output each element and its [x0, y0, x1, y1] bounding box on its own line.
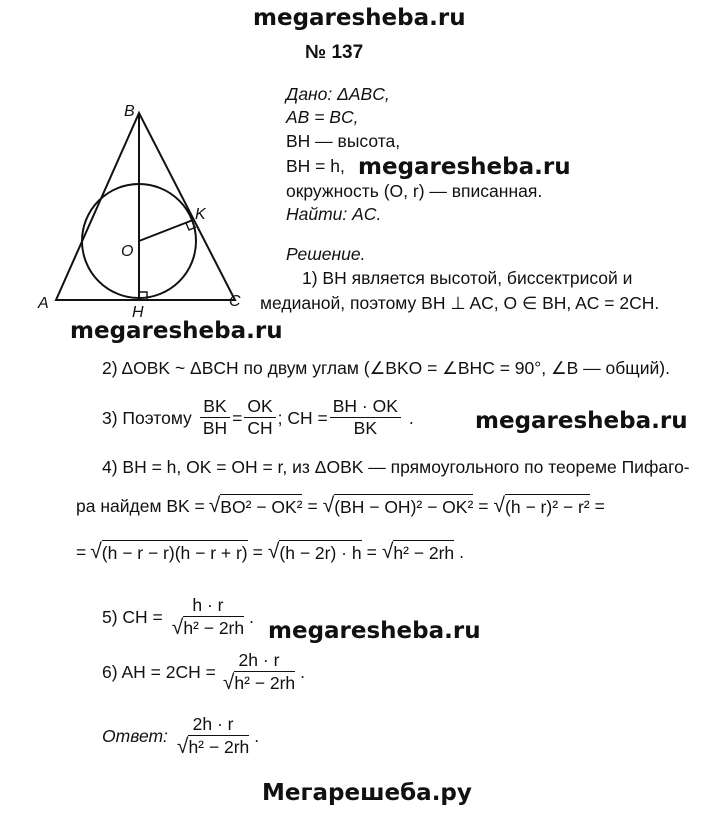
step-6 [102, 650, 305, 694]
triangle-figure [28, 95, 258, 320]
answer-label: Ответ: [102, 726, 168, 746]
given-line-4: BH = h, [286, 156, 345, 176]
step-4-line-2 [76, 494, 605, 518]
frac-num: BK [200, 396, 229, 418]
given-line-3: BH — высота, [286, 131, 401, 151]
label-b: B [124, 103, 135, 120]
fraction-ah [220, 650, 298, 694]
radicand-6: h² − 2rh [393, 540, 454, 564]
equals-sign: = [252, 542, 263, 562]
sqrt-sign: √ [493, 494, 506, 517]
fraction-ch [169, 595, 247, 639]
watermark-mid-2: megaresheba.ru [70, 318, 283, 344]
sqrt-sign: √ [208, 494, 221, 517]
step-3-prefix: 3) Поэтому [102, 407, 192, 428]
watermark-mid-1: megaresheba.ru [358, 154, 571, 180]
period: . [254, 726, 260, 746]
frac-num: 2h · r [190, 714, 237, 736]
frac-num: BH · OK [330, 396, 401, 418]
step-1-line-1: 1) BH является высотой, биссектрисой и [302, 268, 633, 288]
sqrt-sign: √ [90, 540, 102, 563]
answer [102, 714, 259, 758]
step-3 [102, 396, 414, 439]
frac-den: √h² − 2rh [222, 671, 296, 694]
equals-sign: = [232, 407, 243, 428]
step-2: 2) ΔOBK ~ ΔBCH по двум углам (∠BKO = ∠BHC = 90°, ∠B — общий). [102, 358, 670, 378]
fraction-bk-bh [200, 396, 230, 439]
equals-sign: = [366, 542, 377, 562]
step-3-end: . [408, 407, 414, 428]
given-line-1: Дано: ΔABC, [286, 84, 390, 104]
radicand: h² − 2rh [234, 673, 296, 693]
watermark-top: megaresheba.ru [253, 5, 466, 31]
frac-num: OK [244, 396, 275, 418]
equals-sign: = [594, 496, 605, 516]
solution-title: Решение. [286, 244, 366, 264]
equals-sign: = [307, 496, 318, 516]
period: . [249, 607, 254, 627]
step-1-line-2: медианой, поэтому BH ⊥ AC, O ∈ BH, AC = 2CH. [260, 293, 660, 313]
step-4-line-1: 4) BH = h, OK = OH = r, из ΔOBK — прямоугольного по теореме Пифаго- [102, 457, 690, 477]
radicand-1: BO² − OK² [220, 494, 302, 518]
step-6-prefix: 6) AH = 2CH = [102, 662, 216, 682]
fraction-bhok-bk [330, 396, 401, 439]
frac-num: h · r [189, 595, 226, 617]
watermark-mid-4: megaresheba.ru [268, 618, 481, 644]
frac-den: √h² − 2rh [171, 616, 245, 639]
given-line-5: окружность (O, r) — вписанная. [286, 181, 543, 201]
frac-den: BK [353, 418, 377, 438]
frac-den: √h² − 2rh [176, 735, 250, 758]
radicand: h² − 2rh [188, 737, 250, 757]
period: . [459, 542, 465, 562]
label-o: O [121, 243, 134, 260]
frac-num: 2h · r [236, 650, 283, 672]
step-4-prefix: ра найдем BK = [76, 496, 205, 516]
problem-number: № 137 [305, 42, 364, 63]
sqrt-sign: √ [381, 540, 394, 563]
equals-sign: = [76, 542, 87, 562]
label-c: C [229, 293, 241, 310]
label-k: K [195, 206, 206, 223]
sqrt-sign: √ [267, 540, 280, 563]
radicand-2: (BH − OH)² − OK² [334, 494, 473, 518]
period: . [300, 662, 306, 682]
radius-ok [139, 220, 193, 241]
given-line-6: Найти: AC. [286, 204, 382, 224]
step-3-mid: ; CH = [277, 407, 328, 428]
watermark-bottom: Мегарешеба.ру [262, 780, 472, 806]
frac-den: BH [202, 418, 228, 438]
fraction-ok-ch [244, 396, 275, 439]
triangle-abc [56, 113, 235, 300]
fraction-answer [174, 714, 252, 758]
label-a: A [38, 295, 49, 312]
radicand-3: (h − r)² − r² [505, 494, 590, 518]
radicand-4: (h − r − r)(h − r + r) [102, 540, 248, 564]
radicand-5: (h − 2r) · h [279, 540, 361, 564]
step-5 [102, 595, 254, 639]
step-5-prefix: 5) CH = [102, 607, 163, 627]
step-4-line-3 [76, 540, 464, 564]
sqrt-sign: √ [322, 494, 335, 517]
given-line-2: AB = BC, [286, 107, 359, 127]
equals-sign: = [478, 496, 489, 516]
frac-den: CH [247, 418, 273, 438]
label-h: H [132, 304, 144, 320]
radicand: h² − 2rh [183, 618, 245, 638]
watermark-mid-3: megaresheba.ru [475, 408, 688, 434]
